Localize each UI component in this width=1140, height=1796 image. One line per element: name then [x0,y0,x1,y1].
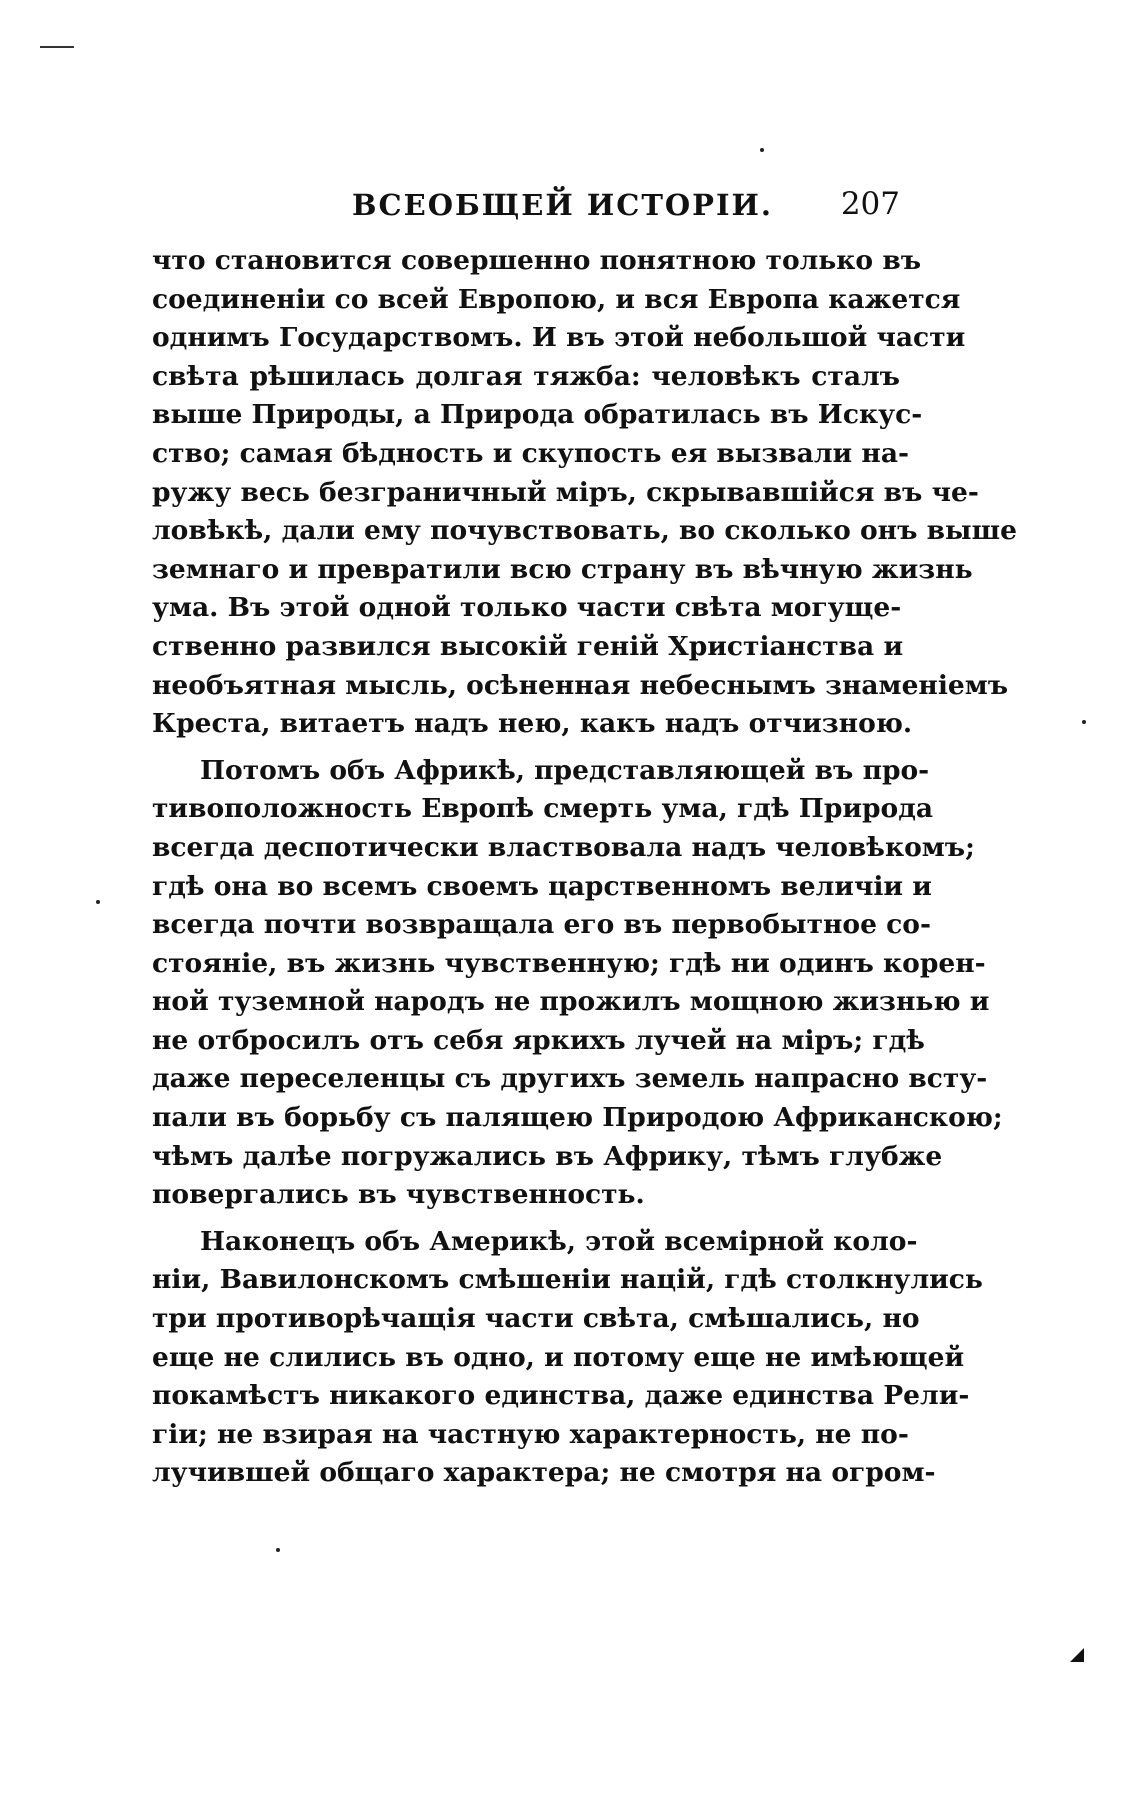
text-line: повергались въ чувственность. [152,1179,645,1211]
text-line: Потомъ объ Африкѣ, представляющей въ про- [200,754,930,786]
page-number: 207 [840,186,900,222]
text-line: ственно развился высокій геній Христіанства и [152,630,904,662]
text-line: ніи, Вавилонскомъ смѣшеніи націй, гдѣ столкнулись [152,1264,983,1296]
text-line: выше Природы, а Природа обратилась въ Искус- [152,399,923,431]
text-line: что становится совершенно понятною только въ [152,245,922,276]
text-line: ружу весь безграничный міръ, скрывавшійся въ че- [152,476,979,508]
scan-speck [96,900,100,904]
text-line: не отбросилъ отъ себя яркихъ лучей на міръ; гдѣ [152,1024,925,1056]
text-line: Наконецъ объ Америкѣ, этой всемірной коло- [200,1225,918,1257]
text-line: три противорѣчащія части свѣта, смѣшались, но [152,1303,920,1335]
page-header [152,186,900,226]
text-line: тивоположность Европѣ смерть ума, гдѣ Природа [152,793,934,825]
text-line: гдѣ она во всемъ своемъ царственномъ величіи и [152,870,932,902]
text-line: однимъ Государствомъ. И въ этой небольшой части [152,322,966,354]
text-line: всегда почти возвращала его въ первобытное со- [152,909,931,941]
scan-corner-mark [1070,1648,1084,1662]
text-line: соединеніи со всей Европою, и вся Европа кажется [152,283,961,315]
text-line: ство; самая бѣдность и скупость ея вызвали на- [152,437,909,469]
scan-speck [276,1548,280,1552]
text-line: пали въ борьбу съ палящею Природою Африканскою; [152,1102,1003,1134]
text-line: ловѣкѣ, дали ему почувствовать, во сколько онъ выше [152,515,1017,547]
text-line: покамѣстъ никакого единства, даже единства Рели- [152,1380,970,1412]
body-text [152,242,1017,1493]
text-line: всегда деспотически властвовала надъ человѣкомъ; [152,831,975,863]
running-title: ВСЕОБЩЕЙ ИСТОРІИ. [352,188,774,222]
text-line: ной туземной народъ не прожилъ мощною жизнью и [152,986,990,1018]
text-line: земнаго и превратили всю страну въ вѣчную жизнь [152,553,973,585]
paragraph-gap [152,1215,900,1223]
text-line: Креста, витаетъ надъ нею, какъ надъ отчизною. [152,708,913,740]
scan-speck [1082,720,1086,724]
text-line: гіи; не взирая на частную характерность, не по- [152,1418,909,1450]
text-line: лучившей общаго характера; не смотря на огром- [152,1457,936,1489]
text-line: стояніе, въ жизнь чувственную; гдѣ ни одинъ корен- [152,947,986,979]
paragraph-gap [152,744,900,752]
text-line: даже переселенцы съ другихъ земель напрасно всту- [152,1063,988,1095]
text-line: необъятная мысль, осѣненная небеснымъ знаменіемъ [152,669,1009,701]
text-line: еще не слились въ одно, и потому еще не имѣющей [152,1341,965,1373]
text-line: свѣта рѣшилась долгая тяжба: человѣкъ сталъ [152,360,900,392]
text-line: чѣмъ далѣе погружались въ Африку, тѣмъ глубже [152,1140,943,1172]
scan-edge-mark [40,46,74,48]
text-line: ума. Въ этой одной только части свѣта могуще- [152,592,902,624]
scan-speck [760,148,764,152]
